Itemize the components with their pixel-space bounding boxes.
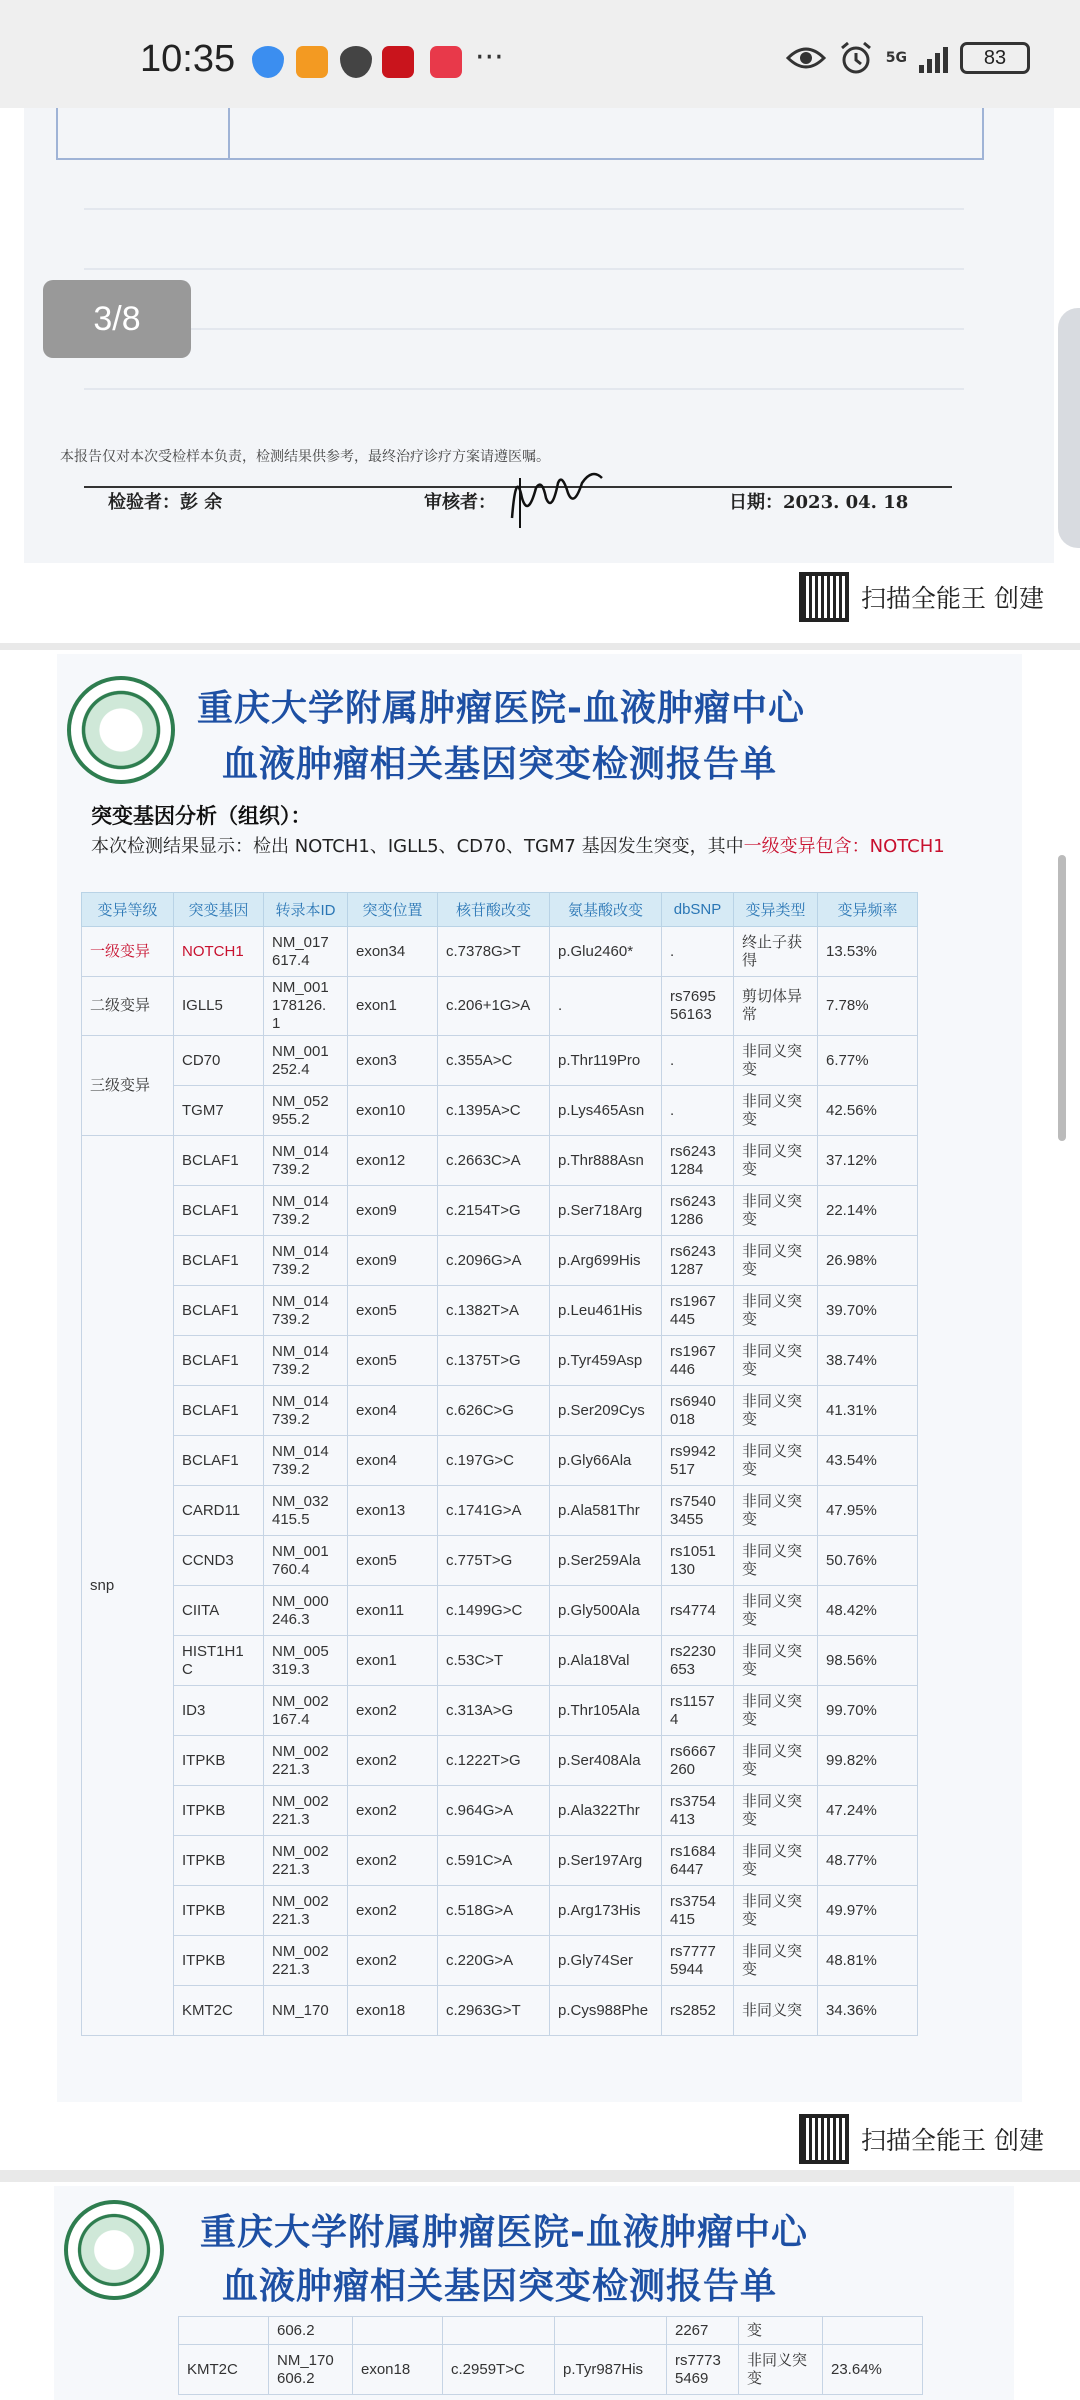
cell-transcript: NM_005 319.3	[264, 1636, 348, 1686]
cell-frequency: 48.42%	[818, 1586, 918, 1636]
cell-gene: BCLAF1	[174, 1336, 264, 1386]
cell-gene: BCLAF1	[174, 1286, 264, 1336]
cell-type: 非同义突 变	[734, 1436, 818, 1486]
report-date: 日期：2023. 04. 18	[729, 492, 909, 513]
report-title: 血液肿瘤相关基因突变检测报告单	[222, 2266, 778, 2307]
col-header: 突变基因	[174, 893, 264, 927]
cell-nucleotide: c.1741G>A	[438, 1486, 550, 1536]
hospital-name: 重庆大学附属肿瘤医院-血液肿瘤中心	[200, 2212, 808, 2253]
cell-type: 非同义突 变	[734, 1536, 818, 1586]
cell-nucleotide: c.964G>A	[438, 1786, 550, 1836]
table-row	[82, 1336, 918, 1386]
cell-dbsnp: rs1684 6447	[662, 1836, 734, 1886]
scrollbar-thumb[interactable]	[1058, 855, 1066, 1141]
cell-nucleotide: c.220G>A	[438, 1936, 550, 1986]
cell-type: 非同义突 变	[734, 1036, 818, 1086]
cell-dbsnp: rs7695 56163	[662, 977, 734, 1036]
bleed-line	[84, 208, 964, 210]
cell-dbsnp: rs1967 446	[662, 1336, 734, 1386]
cell-frequency: 23.64%	[823, 2345, 923, 2395]
table-row	[82, 1686, 918, 1736]
cell-dbsnp: .	[662, 1086, 734, 1136]
cell-dbsnp: rs6667 260	[662, 1736, 734, 1786]
bleed-line	[84, 328, 964, 330]
cell-gene: IGLL5	[174, 977, 264, 1036]
status-right	[786, 40, 1030, 76]
shield-icon	[252, 46, 284, 78]
cell-dbsnp: rs7773 5469	[667, 2345, 739, 2395]
cell-amino-acid: p.Ser718Arg	[550, 1186, 662, 1236]
cell-type: 非同义突 变	[734, 1586, 818, 1636]
table-cell	[443, 2317, 555, 2345]
cell-amino-acid: p.Arg173His	[550, 1886, 662, 1936]
cell-gene: CARD11	[174, 1486, 264, 1536]
cell-dbsnp: rs6243 1287	[662, 1236, 734, 1286]
cell-transcript: NM_014 739.2	[264, 1336, 348, 1386]
battery-level: 83	[983, 46, 1007, 69]
hospital-logo-icon	[67, 676, 175, 784]
cell-gene: ITPKB	[174, 1936, 264, 1986]
cell-type: 非同义突 变	[734, 1086, 818, 1136]
cell-amino-acid: p.Ser209Cys	[550, 1386, 662, 1436]
col-header: 转录本ID	[264, 893, 348, 927]
cell-frequency: 48.81%	[818, 1936, 918, 1986]
table-row	[82, 1386, 918, 1436]
cell-frequency: 42.56%	[818, 1086, 918, 1136]
table-cell: 变	[739, 2317, 823, 2345]
cell-amino-acid: p.Gly500Ala	[550, 1586, 662, 1636]
cell-gene: ITPKB	[174, 1786, 264, 1836]
watermark	[799, 2114, 1044, 2164]
table-row	[82, 927, 918, 977]
cell-type: 非同义突 变	[739, 2345, 823, 2395]
table-cell	[555, 2317, 667, 2345]
cell-amino-acid: p.Arg699His	[550, 1236, 662, 1286]
cell-dbsnp: rs9942 517	[662, 1436, 734, 1486]
table-row	[82, 1536, 918, 1586]
document-page-current[interactable]	[0, 650, 1080, 2170]
cell-dbsnp: rs1967 445	[662, 1286, 734, 1336]
cell-nucleotide: c.197G>C	[438, 1436, 550, 1486]
cell-amino-acid: p.Ser197Arg	[550, 1836, 662, 1886]
pen-app-icon	[296, 46, 328, 78]
cell-transcript: NM_170 606.2	[269, 2345, 353, 2395]
col-header: 变异等级	[82, 893, 174, 927]
cell-transcript: NM_014 739.2	[264, 1236, 348, 1286]
cell-type: 终止子获 得	[734, 927, 818, 977]
table-row	[82, 1436, 918, 1486]
cell-dbsnp: rs3754 415	[662, 1886, 734, 1936]
cell-amino-acid: p.Tyr459Asp	[550, 1336, 662, 1386]
cell-gene: CCND3	[174, 1536, 264, 1586]
cell-transcript: NM_001 252.4	[264, 1036, 348, 1086]
cell-type: 非同义突	[734, 1986, 818, 2036]
table-row	[82, 1136, 918, 1186]
eye-icon	[786, 44, 826, 72]
cell-level: 二级变异	[82, 977, 174, 1036]
table-row	[82, 1886, 918, 1936]
cell-type: 非同义突 变	[734, 1686, 818, 1736]
shield-check-icon	[340, 46, 372, 78]
page-scan-next	[54, 2186, 1014, 2400]
status-time: 10:35	[140, 38, 236, 80]
cell-dbsnp: rs6940 018	[662, 1386, 734, 1436]
cell-dbsnp: rs6243 1286	[662, 1186, 734, 1236]
cell-frequency: 13.53%	[818, 927, 918, 977]
cell-amino-acid: p.Gly66Ala	[550, 1436, 662, 1486]
cell-frequency: 37.12%	[818, 1136, 918, 1186]
cell-position: exon1	[348, 977, 438, 1036]
cell-amino-acid: p.Tyr987His	[555, 2345, 667, 2395]
cell-amino-acid: p.Thr105Ala	[550, 1686, 662, 1736]
network-type: 5G	[885, 50, 907, 66]
cell-nucleotide: c.518G>A	[438, 1886, 550, 1936]
cell-gene: KMT2C	[179, 2345, 269, 2395]
cell-position: exon13	[348, 1486, 438, 1536]
cell-nucleotide: c.1382T>A	[438, 1286, 550, 1336]
result-summary	[91, 832, 945, 858]
cell-gene: KMT2C	[174, 1986, 264, 2036]
page-indicator: 3/8	[43, 280, 191, 358]
cell-gene: HIST1H1 C	[174, 1636, 264, 1686]
book-icon	[430, 46, 462, 78]
summary-text: 本次检测结果显示：检出 NOTCH1、IGLL5、CD70、TGM7 基因发生突变，其中	[91, 836, 744, 857]
table-row	[82, 1936, 918, 1986]
cell-position: exon2	[348, 1736, 438, 1786]
battery-icon	[960, 42, 1030, 74]
cell-gene: TGM7	[174, 1086, 264, 1136]
cell-transcript: NM_002 221.3	[264, 1936, 348, 1986]
table-cell	[353, 2317, 443, 2345]
cell-position: exon18	[353, 2345, 443, 2395]
cell-frequency: 47.95%	[818, 1486, 918, 1536]
cell-amino-acid: p.Thr888Asn	[550, 1136, 662, 1186]
cell-position: exon34	[348, 927, 438, 977]
cell-nucleotide: c.626C>G	[438, 1386, 550, 1436]
cell-transcript: NM_001 178126. 1	[264, 977, 348, 1036]
watermark-text: 扫描全能王 创建	[861, 2126, 1044, 2155]
cell-type: 非同义突 变	[734, 1386, 818, 1436]
cell-gene: BCLAF1	[174, 1436, 264, 1486]
cell-gene: ITPKB	[174, 1886, 264, 1936]
cell-transcript: NM_014 739.2	[264, 1186, 348, 1236]
cell-position: exon3	[348, 1036, 438, 1086]
cell-nucleotide: c.355A>C	[438, 1036, 550, 1086]
inspector-label: 检验者：彭 余	[108, 492, 223, 513]
table-cell	[179, 2317, 269, 2345]
cell-transcript: NM_014 739.2	[264, 1136, 348, 1186]
cell-frequency: 6.77%	[818, 1036, 918, 1086]
cell-frequency: 34.36%	[818, 1986, 918, 2036]
table-frame	[56, 108, 984, 160]
cell-position: exon2	[348, 1886, 438, 1936]
cell-frequency: 43.54%	[818, 1436, 918, 1486]
cell-gene: NOTCH1	[174, 927, 264, 977]
cell-position: exon4	[348, 1386, 438, 1436]
cell-dbsnp: rs2852	[662, 1986, 734, 2036]
cell-type: 非同义突 变	[734, 1486, 818, 1536]
cell-dbsnp: rs7777 5944	[662, 1936, 734, 1986]
cell-frequency: 49.97%	[818, 1886, 918, 1936]
cell-position: exon4	[348, 1436, 438, 1486]
cell-gene: BCLAF1	[174, 1386, 264, 1436]
cell-frequency: 48.77%	[818, 1836, 918, 1886]
table-row	[82, 1586, 918, 1636]
table-row	[82, 1086, 918, 1136]
col-header: 突变位置	[348, 893, 438, 927]
cell-position: exon9	[348, 1186, 438, 1236]
cell-transcript: NM_014 739.2	[264, 1386, 348, 1436]
cell-frequency: 39.70%	[818, 1286, 918, 1336]
cell-type: 非同义突 变	[734, 1186, 818, 1236]
table-cell: 606.2	[269, 2317, 353, 2345]
cell-nucleotide: c.2959T>C	[443, 2345, 555, 2395]
cell-level: snp	[82, 1136, 174, 2036]
cell-transcript: NM_002 221.3	[264, 1736, 348, 1786]
summary-highlight: 一级变异包含：NOTCH1	[743, 836, 945, 857]
col-header: 变异频率	[818, 893, 918, 927]
cell-nucleotide: c.206+1G>A	[438, 977, 550, 1036]
cell-transcript: NM_170	[264, 1986, 348, 2036]
cell-level: 一级变异	[82, 927, 174, 977]
cell-amino-acid: p.Glu2460*	[550, 927, 662, 977]
signature-image	[502, 458, 612, 528]
cell-type: 非同义突 变	[734, 1636, 818, 1686]
cell-nucleotide: c.775T>G	[438, 1536, 550, 1586]
cell-position: exon5	[348, 1536, 438, 1586]
cell-transcript: NM_000 246.3	[264, 1586, 348, 1636]
cell-nucleotide: c.591C>A	[438, 1836, 550, 1886]
table-row	[82, 1186, 918, 1236]
table-row	[82, 1036, 918, 1086]
cell-position: exon2	[348, 1836, 438, 1886]
cell-dbsnp: .	[662, 927, 734, 977]
cell-nucleotide: c.1375T>G	[438, 1336, 550, 1386]
cell-type: 非同义突 变	[734, 1936, 818, 1986]
cell-amino-acid: .	[550, 977, 662, 1036]
cell-transcript: NM_014 739.2	[264, 1436, 348, 1486]
cell-gene: ID3	[174, 1686, 264, 1736]
cell-type: 非同义突 变	[734, 1786, 818, 1836]
table-row	[82, 1986, 918, 2036]
document-page-next[interactable]	[0, 2182, 1080, 2400]
cell-nucleotide: c.313A>G	[438, 1686, 550, 1736]
status-bar	[0, 0, 1080, 108]
cell-type: 非同义突 变	[734, 1236, 818, 1286]
cell-frequency: 7.78%	[818, 977, 918, 1036]
hospital-logo-icon	[64, 2200, 164, 2300]
table-row	[179, 2345, 923, 2395]
table-row	[82, 1786, 918, 1836]
cell-transcript: NM_014 739.2	[264, 1286, 348, 1336]
cell-gene: CIITA	[174, 1586, 264, 1636]
cell-nucleotide: c.53C>T	[438, 1636, 550, 1686]
cell-nucleotide: c.2154T>G	[438, 1186, 550, 1236]
cell-transcript: NM_002 167.4	[264, 1686, 348, 1736]
table-row	[82, 1286, 918, 1336]
cell-nucleotide: c.1395A>C	[438, 1086, 550, 1136]
cell-frequency: 50.76%	[818, 1536, 918, 1586]
cell-transcript: NM_002 221.3	[264, 1886, 348, 1936]
table-row	[179, 2317, 923, 2345]
watermark-text: 扫描全能王 创建	[861, 584, 1044, 613]
cell-type: 非同义突 变	[734, 1136, 818, 1186]
cell-amino-acid: p.Cys988Phe	[550, 1986, 662, 2036]
cell-position: exon11	[348, 1586, 438, 1636]
cell-dbsnp: rs2230 653	[662, 1636, 734, 1686]
cell-dbsnp: .	[662, 1036, 734, 1086]
cell-type: 非同义突 变	[734, 1836, 818, 1886]
cell-position: exon2	[348, 1686, 438, 1736]
cell-transcript: NM_001 760.4	[264, 1536, 348, 1586]
cell-frequency: 26.98%	[818, 1236, 918, 1286]
overflow-dots: ···	[475, 40, 504, 75]
cell-nucleotide: c.7378G>T	[438, 927, 550, 977]
cell-dbsnp: rs1051 130	[662, 1536, 734, 1586]
qr-code-icon	[799, 572, 849, 622]
table-header	[82, 893, 918, 927]
cell-gene: BCLAF1	[174, 1136, 264, 1186]
cell-amino-acid: p.Ala18Val	[550, 1636, 662, 1686]
cell-transcript: NM_032 415.5	[264, 1486, 348, 1536]
table-cell: 2267	[667, 2317, 739, 2345]
hospital-name: 重庆大学附属肿瘤医院-血液肿瘤中心	[197, 688, 805, 729]
cell-frequency: 98.56%	[818, 1636, 918, 1686]
cell-amino-acid: p.Leu461His	[550, 1286, 662, 1336]
col-header: dbSNP	[662, 893, 734, 927]
cell-type: 非同义突 变	[734, 1336, 818, 1386]
col-header: 核苷酸改变	[438, 893, 550, 927]
cell-position: exon2	[348, 1936, 438, 1986]
cell-nucleotide: c.2963G>T	[438, 1986, 550, 2036]
qr-code-icon	[799, 2114, 849, 2164]
cell-nucleotide: c.1222T>G	[438, 1736, 550, 1786]
cell-nucleotide: c.1499G>C	[438, 1586, 550, 1636]
cell-amino-acid: p.Thr119Pro	[550, 1036, 662, 1086]
mutation-table-continued	[178, 2316, 923, 2395]
table-row	[82, 1486, 918, 1536]
cell-nucleotide: c.2663C>A	[438, 1136, 550, 1186]
alarm-icon	[838, 40, 874, 76]
section-title: 突变基因分析（组织）：	[91, 804, 312, 828]
cell-transcript: NM_002 221.3	[264, 1836, 348, 1886]
cell-frequency: 99.82%	[818, 1736, 918, 1786]
cell-position: exon2	[348, 1786, 438, 1836]
table-row	[82, 1236, 918, 1286]
cell-gene: BCLAF1	[174, 1186, 264, 1236]
reviewer-label: 审核者：	[424, 492, 496, 513]
bleed-line	[84, 388, 964, 390]
cell-type: 非同义突 变	[734, 1736, 818, 1786]
cell-amino-acid: p.Ser408Ala	[550, 1736, 662, 1786]
cell-frequency: 38.74%	[818, 1336, 918, 1386]
table-row	[82, 1736, 918, 1786]
cell-position: exon18	[348, 1986, 438, 2036]
document-page-prev[interactable]	[0, 108, 1080, 643]
cell-dbsnp: rs4774	[662, 1586, 734, 1636]
cell-position: exon10	[348, 1086, 438, 1136]
cell-gene: ITPKB	[174, 1736, 264, 1786]
cell-transcript: NM_052 955.2	[264, 1086, 348, 1136]
cell-amino-acid: p.Ala581Thr	[550, 1486, 662, 1536]
cell-level: 三级变异	[82, 1036, 174, 1136]
cell-gene: BCLAF1	[174, 1236, 264, 1286]
cell-frequency: 22.14%	[818, 1186, 918, 1236]
cell-position: exon1	[348, 1636, 438, 1686]
cell-gene: CD70	[174, 1036, 264, 1086]
table-row	[82, 1836, 918, 1886]
cell-position: exon9	[348, 1236, 438, 1286]
cell-dbsnp: rs6243 1284	[662, 1136, 734, 1186]
red-app-icon	[382, 46, 414, 78]
cell-position: exon12	[348, 1136, 438, 1186]
bleed-line	[84, 268, 964, 270]
col-header: 氨基酸改变	[550, 893, 662, 927]
report-title: 血液肿瘤相关基因突变检测报告单	[222, 744, 778, 785]
table-row	[82, 1636, 918, 1686]
cell-amino-acid: p.Lys465Asn	[550, 1086, 662, 1136]
cell-dbsnp: rs1157 4	[662, 1686, 734, 1736]
cell-position: exon5	[348, 1336, 438, 1386]
mutation-table	[81, 892, 918, 2036]
cell-dbsnp: rs3754 413	[662, 1786, 734, 1836]
table-row	[82, 977, 918, 1036]
page-scan-current	[57, 654, 1022, 2102]
watermark	[799, 572, 1044, 622]
cell-frequency: 99.70%	[818, 1686, 918, 1736]
cell-type: 非同义突 变	[734, 1286, 818, 1336]
cell-nucleotide: c.2096G>A	[438, 1236, 550, 1286]
table-cell	[823, 2317, 923, 2345]
cell-dbsnp: rs7540 3455	[662, 1486, 734, 1536]
col-header: 变异类型	[734, 893, 818, 927]
cell-type: 剪切体异 常	[734, 977, 818, 1036]
cell-amino-acid: p.Gly74Ser	[550, 1936, 662, 1986]
cell-amino-acid: p.Ser259Ala	[550, 1536, 662, 1586]
cell-amino-acid: p.Ala322Thr	[550, 1786, 662, 1836]
cell-position: exon5	[348, 1286, 438, 1336]
cell-transcript: NM_017 617.4	[264, 927, 348, 977]
disclaimer: 本报告仅对本次受检样本负责，检测结果供参考，最终治疗诊疗方案请遵医嘱。	[60, 449, 550, 465]
cell-frequency: 41.31%	[818, 1386, 918, 1436]
cell-transcript: NM_002 221.3	[264, 1786, 348, 1836]
cell-type: 非同义突 变	[734, 1886, 818, 1936]
signal-icon	[919, 43, 948, 73]
cell-gene: ITPKB	[174, 1836, 264, 1886]
cell-frequency: 47.24%	[818, 1786, 918, 1836]
table-body	[82, 927, 918, 2036]
side-handle[interactable]	[1058, 308, 1080, 548]
